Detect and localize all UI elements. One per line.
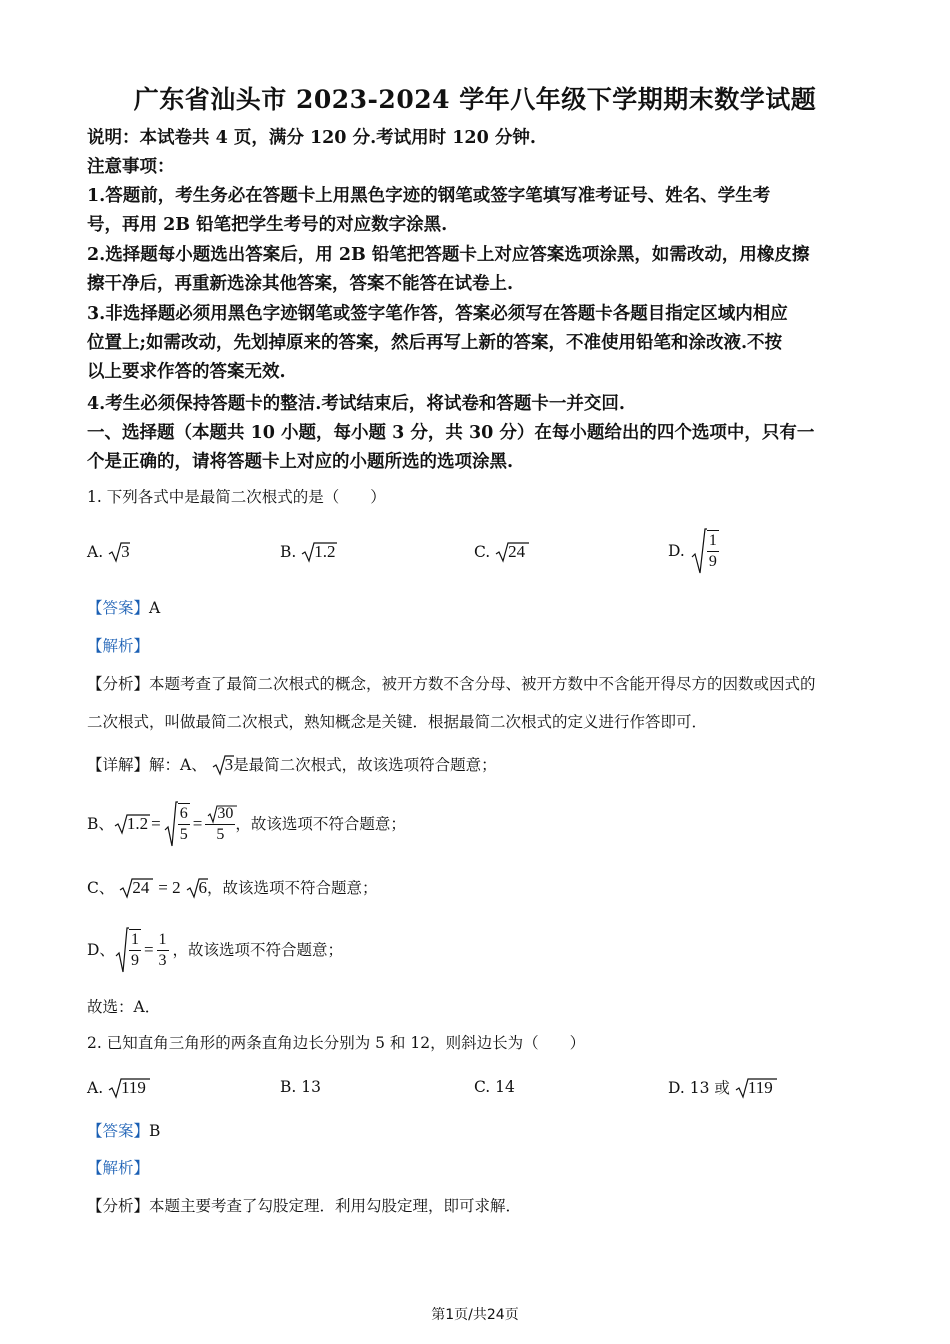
sqrt-symbol <box>691 527 707 575</box>
q2-option-b[interactable]: B. 13 <box>280 1078 321 1096</box>
q1-analysis-tag: 【解析】 <box>87 637 150 655</box>
q2-analysis-tag: 【解析】 <box>87 1159 150 1177</box>
page-footer: 第1页/共24页 <box>431 1307 519 1323</box>
q1-option-d[interactable]: D. $\frac{1}{9}$ <box>668 527 719 575</box>
q2-option-c[interactable]: C. 14 <box>474 1078 515 1096</box>
q2-answer: 【答案】B <box>87 1122 161 1140</box>
intro-line-3: 1.答题前，考生务必在答题卡上用黑色字迹的钢笔或签字笔填写准考证号、姓名、学生考 <box>87 186 771 206</box>
q1-conclusion: 故选：A． <box>87 998 161 1016</box>
q1-option-c[interactable]: C. 24 <box>474 540 525 563</box>
intro-line-9: 以上要求作答的答案无效. <box>87 362 286 382</box>
q1-fenxi-2: 二次根式，叫做最简二次根式，熟知概念是关键．根据最简二次根式的定义进行作答即可． <box>87 713 708 731</box>
intro-line-11: 一、选择题（本题共 10 小题，每小题 3 分，共 30 分）在每小题给出的四个选项中，只有一 <box>87 423 815 443</box>
q1-option-a[interactable]: A. 3 <box>87 542 130 561</box>
intro-line-12: 个是正确的，请将答题卡上对应的小题所选的选项涂黑. <box>87 452 514 472</box>
q2-stem: 2. 已知直角三角形的两条直角边长分别为 5 和 12，则斜边长为（ ） <box>87 1034 586 1052</box>
intro-line-8: 位置上;如需改动，先划掉原来的答案，然后再写上新的答案，不准使用铅笔和涂改液.不按 <box>87 333 783 353</box>
q1-detail-b: B、 1.2 = $\frac{6}{5}$ = $\frac{30}{5}$ ，故该选项不符合题意； <box>87 800 406 848</box>
q1-detail-c: C、 24 = 2 6，故该选项不符合题意； <box>87 878 378 897</box>
intro-line-7: 3.非选择题必须用黑色字迹钢笔或签字笔作答，答案必须写在答题卡各题目指定区域内相应 <box>87 304 788 324</box>
q2-fenxi: 【分析】本题主要考查了勾股定理．利用勾股定理，即可求解． <box>87 1197 522 1215</box>
q1-stem: 1. 下列各式中是最简二次根式的是（ ） <box>87 488 386 506</box>
page-title: 广东省汕头市 2023-2024 学年八年级下学期期末数学试题 <box>133 85 817 114</box>
intro-line-6: 擦干净后，再重新选涂其他答案，答案不能答在试卷上. <box>87 274 514 294</box>
q2-option-a[interactable]: A. 119 <box>87 1076 146 1099</box>
intro-line-10: 4.考生必须保持答题卡的整洁.考试结束后，将试卷和答题卡一并交回. <box>87 394 625 414</box>
q1-answer: 【答案】A <box>87 599 161 617</box>
q2-option-d[interactable]: D. 13 或 119 <box>668 1076 773 1099</box>
q1-option-b[interactable]: B. 1.2 <box>280 542 336 561</box>
intro-line-4: 号，再用 2B 铅笔把学生考号的对应数字涂黑. <box>87 215 448 235</box>
intro-line-2: 注意事项： <box>87 157 175 177</box>
q1-detail-a: 【详解】解：A、 3是最简二次根式，故该选项符合题意； <box>87 755 497 774</box>
sqrt-symbol <box>115 926 129 974</box>
q1-fenxi-1: 【分析】本题考查了最简二次根式的概念，被开方数不含分母、被开方数中不含能开得尽方的因数或因式的 <box>87 675 816 693</box>
intro-line-5: 2.选择题每小题选出答案后，用 2B 铅笔把答题卡上对应答案选项涂黑，如需改动，用橡皮擦 <box>87 245 810 265</box>
sqrt-symbol <box>164 800 178 848</box>
intro-line-1: 说明：本试卷共 4 页，满分 120 分.考试用时 120 分钟. <box>87 128 536 148</box>
q1-detail-d: D、 $\frac{1}{9}$ = $\frac{1}{3}$ ，故该选项不符合题意； <box>87 926 343 974</box>
